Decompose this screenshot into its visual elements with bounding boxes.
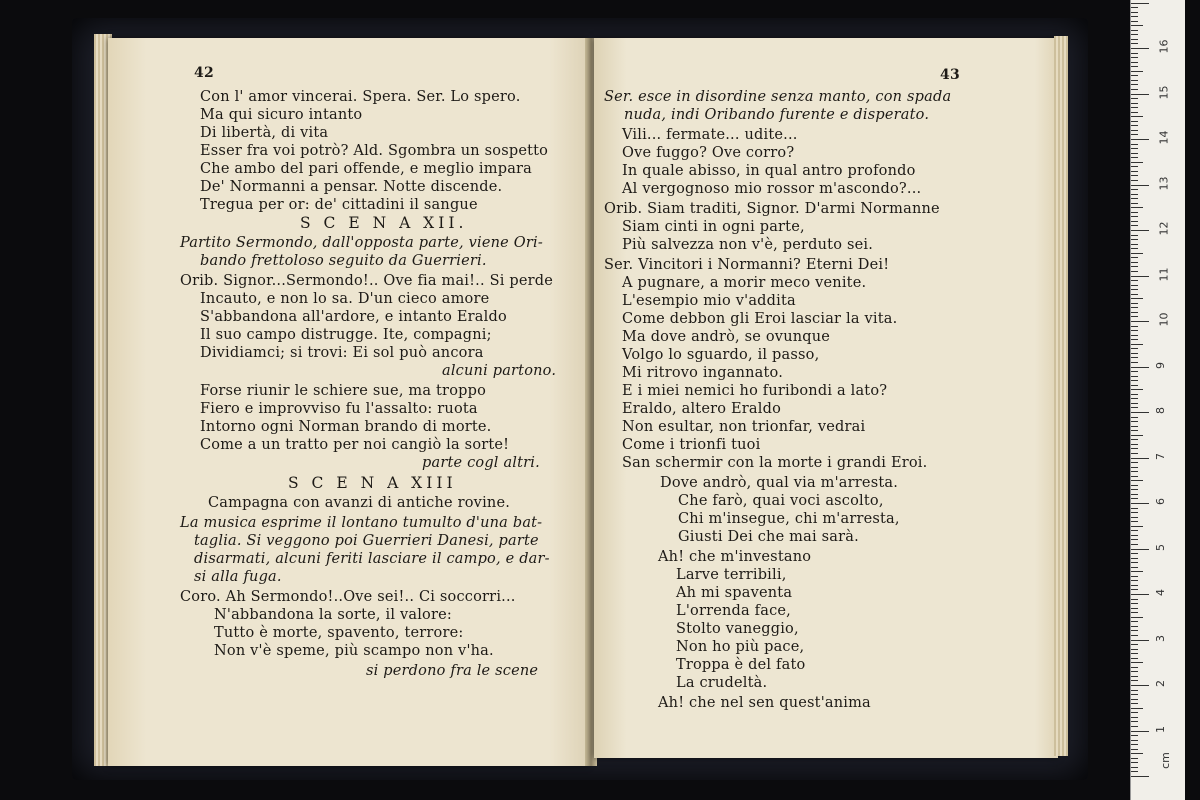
ruler-number: 16	[1157, 39, 1171, 54]
ruler-tick	[1131, 212, 1138, 213]
ruler-tick	[1131, 257, 1138, 258]
left-page-line: S C E N A XIII	[288, 474, 457, 492]
ruler-tick	[1131, 521, 1138, 522]
ruler-tick	[1131, 348, 1138, 349]
ruler-tick	[1131, 676, 1138, 677]
ruler-tick	[1131, 489, 1138, 490]
ruler-tick	[1131, 699, 1138, 700]
ruler-tick	[1131, 166, 1138, 167]
ruler-tick	[1131, 649, 1138, 650]
ruler-tick	[1131, 280, 1138, 281]
ruler-tick	[1131, 571, 1143, 572]
ruler-tick	[1131, 421, 1138, 422]
ruler-tick	[1131, 116, 1143, 117]
right-page-line: Al vergognoso mio rossor m'ascondo?...	[622, 181, 922, 197]
left-page-line: Orib. Signor...Sermondo!.. Ove fia mai!.. Si perde	[180, 273, 554, 289]
ruler-tick	[1131, 407, 1138, 408]
right-page-line: Ser. Vincitori i Normanni? Eterni Dei!	[604, 257, 890, 273]
ruler-tick	[1131, 112, 1138, 113]
right-page-line: Chi m'insegue, chi m'arresta,	[678, 511, 900, 527]
ruler-tick	[1131, 34, 1138, 35]
ruler-number: 2	[1154, 680, 1167, 687]
ruler-tick	[1131, 430, 1138, 431]
ruler-number: 13	[1157, 176, 1171, 190]
ruler-tick	[1131, 644, 1138, 645]
ruler-tick	[1131, 735, 1138, 736]
ruler-tick	[1131, 526, 1143, 527]
left-page-number: 42	[194, 65, 214, 81]
ruler-tick	[1131, 84, 1138, 85]
ruler-tick	[1131, 185, 1149, 186]
ruler-tick	[1131, 144, 1138, 145]
right-page-line: Non ho più pace,	[676, 639, 805, 655]
right-page-line: Vili... fermate... udite...	[622, 127, 798, 143]
ruler-tick	[1131, 599, 1138, 600]
ruler-tick	[1131, 94, 1149, 95]
left-page-line: taglia. Si veggono poi Guerrieri Danesi, parte	[194, 533, 539, 549]
ruler-tick	[1131, 762, 1138, 763]
right-page-line: Ser. esce in disordine senza manto, con spada	[604, 89, 952, 105]
right-page-line: La crudeltà.	[676, 675, 768, 691]
ruler-tick	[1131, 567, 1138, 568]
ruler-tick	[1131, 553, 1138, 554]
right-page-line: E i miei nemici ho furibondi a lato?	[622, 383, 888, 399]
ruler-tick	[1131, 535, 1138, 536]
right-page-edges	[1054, 36, 1068, 756]
right-page-line: Come i trionfi tuoi	[622, 437, 761, 453]
left-page-line: De' Normanni a pensar. Notte discende.	[200, 179, 503, 195]
right-page-line: San schermir con la morte i grandi Eroi.	[622, 455, 928, 471]
ruler-tick	[1131, 617, 1143, 618]
left-page-line: si perdono fra le scene	[366, 663, 539, 679]
left-page-line: Come a un tratto per noi cangiò la sorte!	[200, 437, 510, 453]
ruler-tick	[1131, 130, 1138, 131]
ruler-tick	[1131, 403, 1138, 404]
left-page	[108, 38, 588, 766]
right-page-line: Ah! che m'investano	[658, 549, 812, 565]
ruler-tick	[1131, 171, 1138, 172]
ruler-tick	[1131, 207, 1143, 208]
ruler-tick	[1131, 508, 1138, 509]
ruler-tick	[1131, 266, 1138, 267]
ruler-tick	[1131, 230, 1149, 231]
ruler-tick	[1131, 398, 1138, 399]
ruler-tick	[1131, 744, 1138, 745]
ruler-tick	[1131, 471, 1138, 472]
ruler-tick	[1131, 476, 1138, 477]
ruler-tick	[1131, 175, 1138, 176]
ruler-tick	[1131, 717, 1138, 718]
ruler-tick	[1131, 289, 1138, 290]
ruler-number: 6	[1154, 498, 1167, 505]
ruler-tick	[1131, 776, 1149, 777]
ruler-tick	[1131, 80, 1138, 81]
ruler-tick	[1131, 380, 1138, 381]
right-page-line: L'esempio mio v'addita	[622, 293, 796, 309]
ruler-tick	[1131, 494, 1138, 495]
ruler-tick	[1131, 89, 1138, 90]
ruler-tick	[1131, 180, 1138, 181]
left-page-line: Di libertà, di vita	[200, 125, 329, 141]
ruler-tick	[1131, 630, 1138, 631]
ruler-tick	[1131, 426, 1138, 427]
left-page-line: si alla fuga.	[194, 569, 282, 585]
ruler-unit-label: cm	[1158, 752, 1172, 769]
left-page-line: Con l' amor vincerai. Spera. Ser. Lo spero.	[200, 89, 521, 105]
right-page-line: A pugnare, a morir meco venite.	[622, 275, 867, 291]
left-page-line: Tutto è morte, spavento, terrore:	[214, 625, 464, 641]
left-page-line: Fiero e improvviso fu l'assalto: ruota	[200, 401, 478, 417]
right-page-line: Giusti Dei che mai sarà.	[678, 529, 859, 545]
ruler-tick	[1131, 640, 1149, 641]
ruler-tick	[1131, 653, 1138, 654]
ruler-tick	[1131, 16, 1138, 17]
left-page-line: Che ambo del pari offende, e meglio impara	[200, 161, 533, 177]
ruler-tick	[1131, 412, 1149, 413]
ruler-tick	[1131, 621, 1138, 622]
ruler-number: 1	[1154, 725, 1167, 733]
ruler-tick	[1131, 12, 1138, 13]
ruler-tick	[1131, 312, 1138, 313]
right-page-line: Come debbon gli Eroi lasciar la vita.	[622, 311, 898, 327]
left-page-line: Ma qui sicuro intanto	[200, 107, 363, 123]
ruler-tick	[1131, 362, 1138, 363]
right-page	[594, 38, 1058, 758]
ruler-tick	[1131, 216, 1138, 217]
left-page-line: Tregua per or: de' cittadini il sangue	[200, 197, 478, 213]
ruler-tick	[1131, 671, 1138, 672]
ruler-tick	[1131, 731, 1149, 732]
ruler-tick	[1131, 549, 1149, 550]
right-page-line: Ma dove andrò, se ovunque	[622, 329, 831, 345]
ruler-tick	[1131, 43, 1138, 44]
ruler-tick	[1131, 517, 1138, 518]
ruler-tick	[1131, 153, 1138, 154]
ruler-tick	[1131, 262, 1138, 263]
ruler-tick	[1131, 125, 1138, 126]
ruler-tick	[1131, 539, 1138, 540]
ruler-tick	[1131, 603, 1138, 604]
ruler-tick	[1131, 585, 1138, 586]
ruler-tick	[1131, 339, 1138, 340]
ruler-tick	[1131, 30, 1138, 31]
right-page-line: Dove andrò, qual via m'arresta.	[660, 475, 899, 491]
ruler-number: 7	[1154, 452, 1167, 460]
ruler-tick	[1131, 589, 1138, 590]
measuring-ruler	[1130, 0, 1185, 800]
ruler-tick	[1131, 612, 1138, 613]
right-page-line: Ah! che nel sen quest'anima	[658, 695, 871, 711]
ruler-tick	[1131, 480, 1143, 481]
ruler-tick	[1131, 580, 1138, 581]
ruler-tick	[1131, 316, 1138, 317]
left-page-line: Dividiamci; si trovi: Ei sol può ancora	[200, 345, 484, 361]
left-page-line: N'abbandona la sorte, il valore:	[214, 607, 452, 623]
ruler-tick	[1131, 712, 1138, 713]
ruler-tick	[1131, 253, 1143, 254]
ruler-number: 4	[1154, 589, 1167, 596]
right-page-line: L'orrenda face,	[676, 603, 791, 619]
right-page-line: Più salvezza non v'è, perduto sei.	[622, 237, 874, 253]
ruler-tick	[1131, 376, 1138, 377]
left-page-line: Incauto, e non lo sa. D'un cieco amore	[200, 291, 490, 307]
ruler-tick	[1131, 753, 1143, 754]
left-page-line: Partito Sermondo, dall'opposta parte, viene Ori-	[180, 235, 543, 251]
ruler-tick	[1131, 285, 1138, 286]
ruler-tick	[1131, 98, 1138, 99]
ruler-number: 3	[1154, 634, 1167, 642]
right-page-line: Volgo lo sguardo, il passo,	[622, 347, 820, 363]
ruler-tick	[1131, 453, 1138, 454]
left-page-line: bando frettoloso seguito da Guerrieri.	[200, 253, 487, 269]
ruler-tick	[1131, 66, 1138, 67]
ruler-tick	[1131, 294, 1138, 295]
ruler-tick	[1131, 103, 1138, 104]
right-page-line: Stolto vaneggio,	[676, 621, 799, 637]
ruler-tick	[1131, 75, 1138, 76]
ruler-tick	[1131, 448, 1138, 449]
right-page-line: Larve terribili,	[676, 567, 787, 583]
ruler-tick	[1131, 7, 1138, 8]
ruler-tick	[1131, 198, 1138, 199]
left-page-line: La musica esprime il lontano tumulto d'una bat-	[180, 515, 543, 531]
ruler-tick	[1131, 62, 1138, 63]
ruler-tick	[1131, 330, 1138, 331]
ruler-number: 12	[1157, 221, 1171, 236]
right-page-line: nuda, indi Oribando furente e disperato.	[624, 107, 930, 123]
ruler-tick	[1131, 3, 1149, 4]
ruler-tick	[1131, 530, 1138, 531]
ruler-tick	[1131, 458, 1149, 459]
ruler-tick	[1131, 498, 1138, 499]
ruler-tick	[1131, 225, 1138, 226]
right-page-line: Orib. Siam traditi, Signor. D'armi Normanne	[604, 201, 940, 217]
ruler-tick	[1131, 439, 1138, 440]
ruler-tick	[1131, 749, 1138, 750]
right-page-number: 43	[940, 67, 960, 83]
ruler-tick	[1131, 417, 1138, 418]
ruler-tick	[1131, 394, 1138, 395]
ruler-number: 10	[1157, 312, 1171, 327]
right-page-line: Che farò, quai voci ascolto,	[678, 493, 884, 509]
left-page-line: Forse riunir le schiere sue, ma troppo	[200, 383, 487, 399]
ruler-tick	[1131, 594, 1149, 595]
ruler-tick	[1131, 203, 1138, 204]
ruler-tick	[1131, 485, 1138, 486]
ruler-tick	[1131, 121, 1138, 122]
ruler-tick	[1131, 371, 1138, 372]
ruler-number: 14	[1157, 130, 1171, 145]
ruler-tick	[1131, 708, 1143, 709]
ruler-tick	[1131, 462, 1138, 463]
ruler-tick	[1131, 544, 1138, 545]
ruler-tick	[1131, 576, 1138, 577]
ruler-tick	[1131, 680, 1138, 681]
left-page-line: parte cogl altri.	[422, 455, 540, 471]
left-page-line: disarmati, alcuni feriti lasciare il campo, e dar-	[194, 551, 550, 567]
left-page-line: Intorno ogni Norman brando di morte.	[200, 419, 492, 435]
ruler-tick	[1131, 276, 1149, 277]
right-page-line: Ah mi spaventa	[676, 585, 793, 601]
ruler-tick	[1131, 662, 1143, 663]
ruler-tick	[1131, 726, 1138, 727]
ruler-tick	[1131, 21, 1138, 22]
ruler-tick	[1131, 694, 1138, 695]
ruler-tick	[1131, 321, 1149, 322]
ruler-tick	[1131, 435, 1143, 436]
ruler-tick	[1131, 134, 1138, 135]
ruler-tick	[1131, 767, 1138, 768]
left-page-line: Non v'è speme, più scampo non v'ha.	[214, 643, 494, 659]
left-page-line: S C E N A XII.	[300, 214, 468, 232]
ruler-tick	[1131, 298, 1143, 299]
ruler-number: 5	[1154, 543, 1167, 551]
ruler-tick	[1131, 389, 1143, 390]
ruler-tick	[1131, 758, 1138, 759]
ruler-tick	[1131, 357, 1138, 358]
ruler-tick	[1131, 25, 1143, 26]
ruler-tick	[1131, 558, 1138, 559]
ruler-tick	[1131, 353, 1138, 354]
right-page-line: Ove fuggo? Ove corro?	[622, 145, 795, 161]
ruler-tick	[1131, 740, 1138, 741]
right-page-line: Troppa è del fato	[676, 657, 806, 673]
ruler-tick	[1131, 107, 1138, 108]
ruler-tick	[1131, 221, 1138, 222]
left-page-line: alcuni partono.	[442, 363, 557, 379]
right-page-line: Eraldo, altero Eraldo	[622, 401, 781, 417]
ruler-number: 15	[1157, 85, 1171, 99]
left-page-line: S'abbandona all'ardore, e intanto Eraldo	[200, 309, 507, 325]
ruler-tick	[1131, 157, 1138, 158]
ruler-tick	[1131, 562, 1138, 563]
ruler-tick	[1131, 626, 1138, 627]
ruler-tick	[1131, 48, 1149, 49]
ruler-tick	[1131, 467, 1138, 468]
ruler-tick	[1131, 244, 1138, 245]
ruler-tick	[1131, 248, 1138, 249]
ruler-number: 9	[1154, 361, 1167, 369]
ruler-tick	[1131, 271, 1138, 272]
left-page-line: Coro. Ah Sermondo!..Ove sei!.. Ci soccorri...	[180, 589, 516, 605]
ruler-number: 8	[1154, 407, 1167, 414]
ruler-tick	[1131, 503, 1149, 504]
ruler-tick	[1131, 344, 1143, 345]
left-page-line: Campagna con avanzi di antiche rovine.	[208, 495, 511, 511]
ruler-tick	[1131, 53, 1138, 54]
ruler-number: 11	[1157, 267, 1171, 281]
left-page-line: Esser fra voi potrò? Ald. Sgombra un sospetto	[200, 143, 549, 159]
left-page-line: Il suo campo distrugge. Ite, compagni;	[200, 327, 492, 343]
ruler-tick	[1131, 667, 1138, 668]
right-page-line: Non esultar, non trionfar, vedrai	[622, 419, 866, 435]
ruler-tick	[1131, 635, 1138, 636]
ruler-tick	[1131, 71, 1143, 72]
ruler-tick	[1131, 148, 1138, 149]
right-page-line: Mi ritrovo ingannato.	[622, 365, 784, 381]
ruler-tick	[1131, 235, 1138, 236]
ruler-tick	[1131, 690, 1138, 691]
ruler-tick	[1131, 303, 1138, 304]
right-page-line: Siam cinti in ogni parte,	[622, 219, 805, 235]
ruler-tick	[1131, 162, 1143, 163]
right-page-line: In quale abisso, in qual antro profondo	[622, 163, 916, 179]
ruler-tick	[1131, 335, 1138, 336]
ruler-tick	[1131, 721, 1138, 722]
ruler-tick	[1131, 703, 1138, 704]
ruler-tick	[1131, 194, 1138, 195]
ruler-tick	[1131, 39, 1138, 40]
ruler-tick	[1131, 771, 1138, 772]
ruler-tick	[1131, 239, 1138, 240]
ruler-tick	[1131, 139, 1149, 140]
ruler-tick	[1131, 685, 1149, 686]
ruler-tick	[1131, 189, 1138, 190]
ruler-tick	[1131, 57, 1138, 58]
ruler-tick	[1131, 658, 1138, 659]
ruler-tick	[1131, 385, 1138, 386]
ruler-tick	[1131, 444, 1138, 445]
ruler-tick	[1131, 367, 1149, 368]
ruler-tick	[1131, 307, 1138, 308]
ruler-tick	[1131, 608, 1138, 609]
ruler-tick	[1131, 326, 1138, 327]
ruler-tick	[1131, 512, 1138, 513]
